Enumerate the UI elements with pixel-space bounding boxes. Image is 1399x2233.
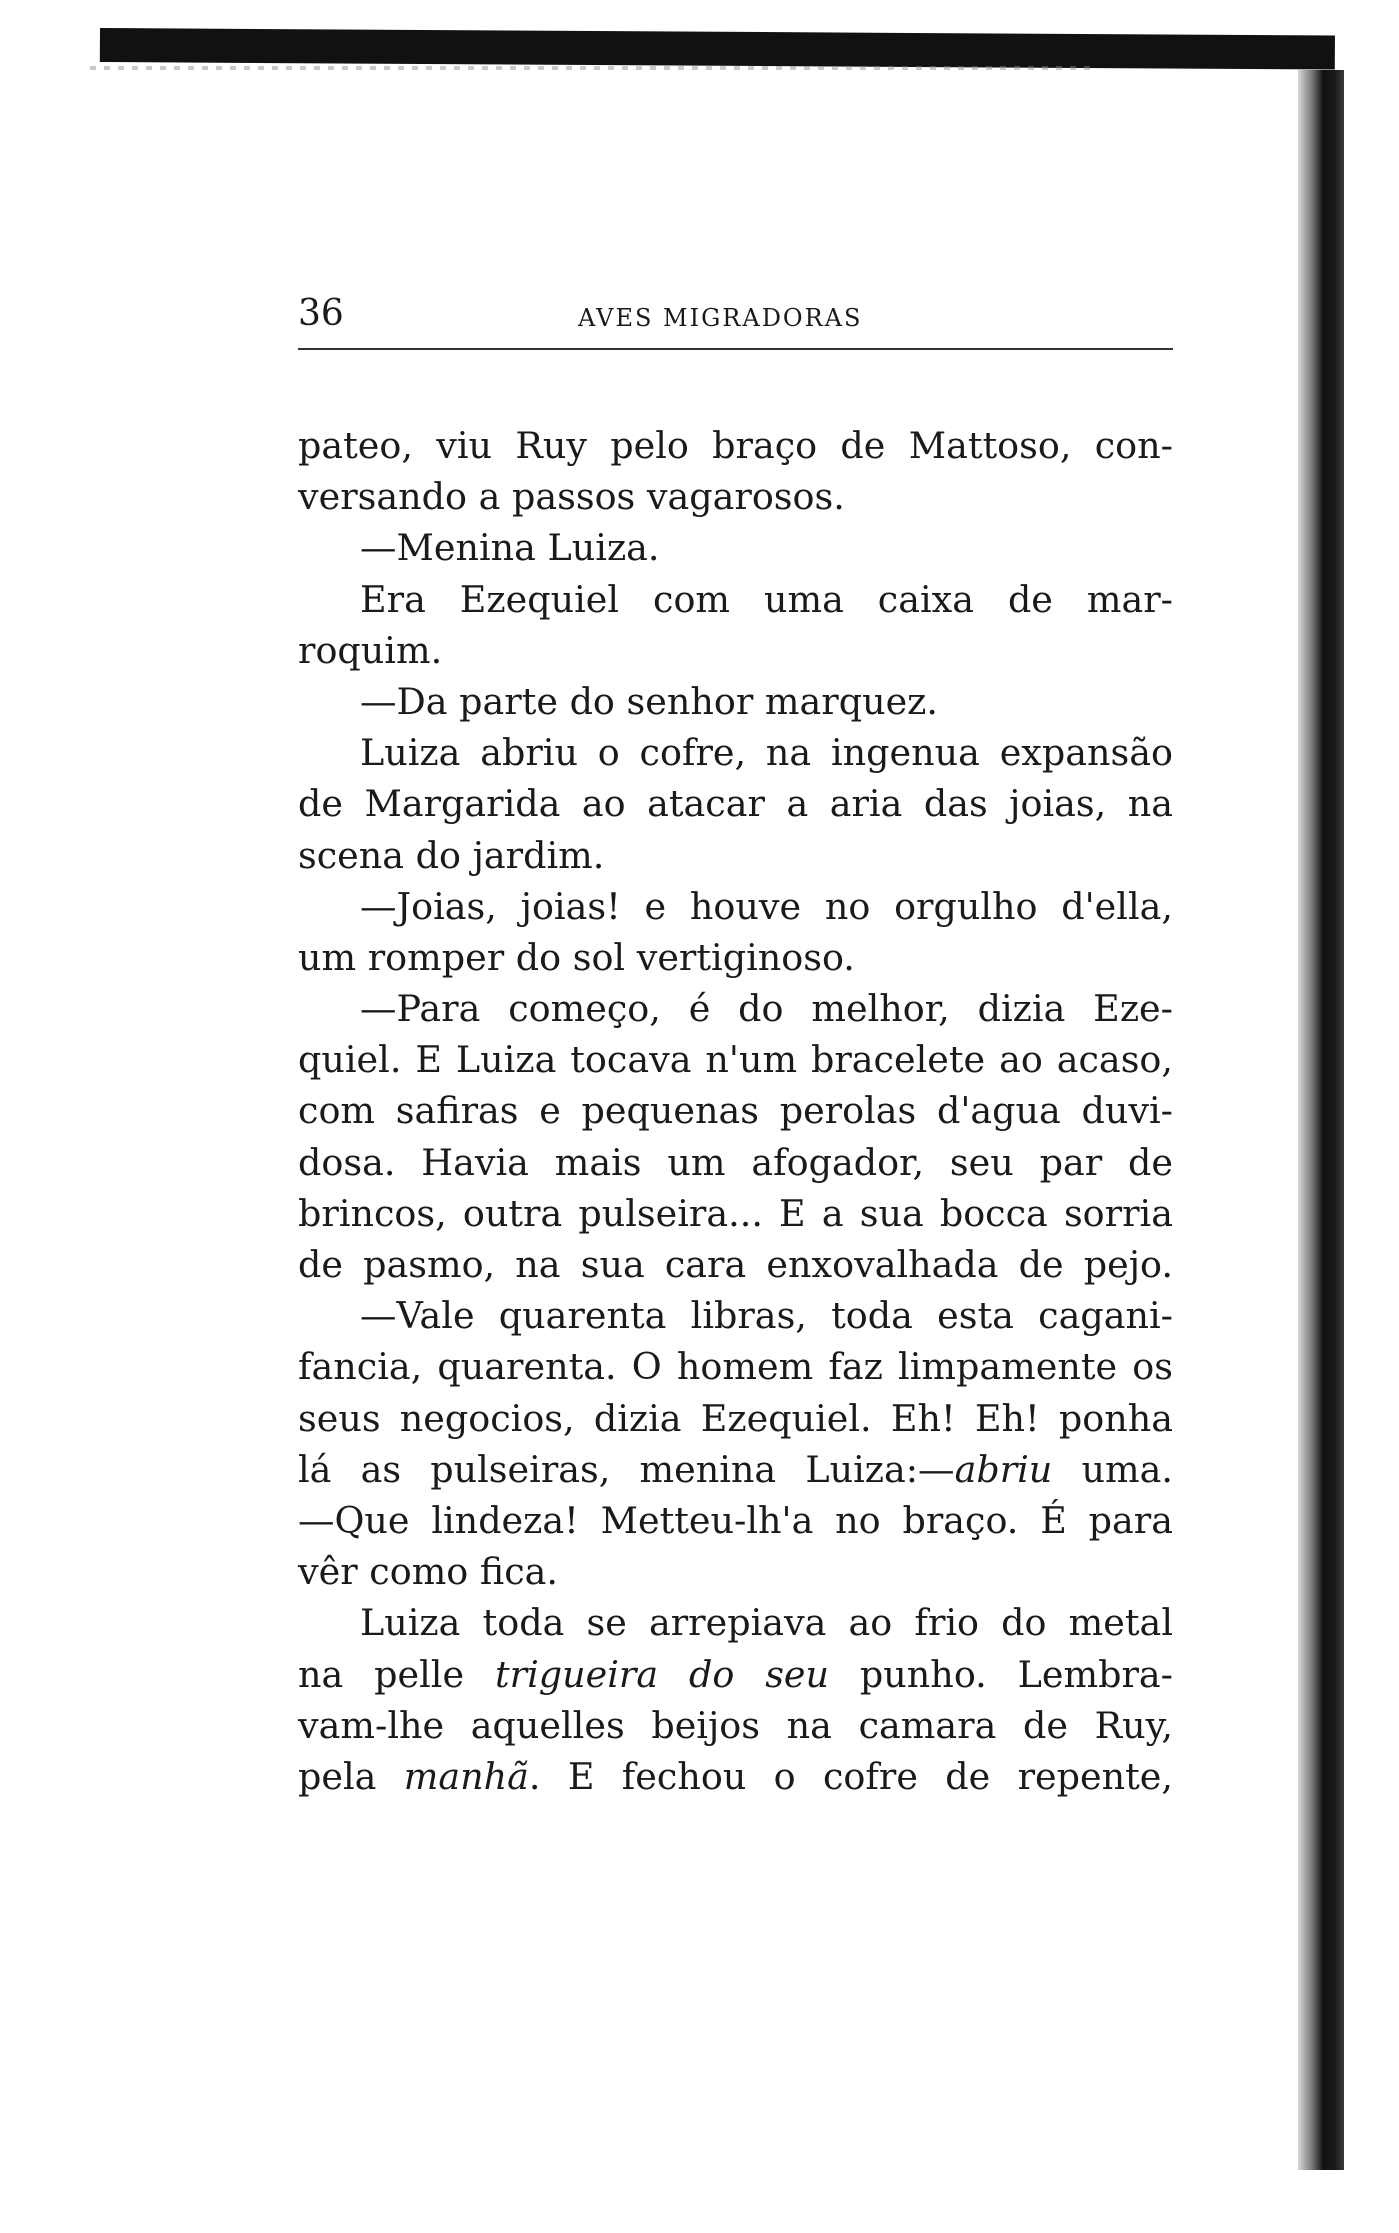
text-line: [298, 1751, 1173, 1802]
text-line: Luiza toda se arrepiava ao frio do metal: [360, 1601, 1173, 1645]
text-line: —Menina Luiza.: [360, 526, 660, 570]
body-text: [298, 420, 1173, 1802]
text-line: —Vale quarenta libras, toda esta cagani-: [360, 1294, 1173, 1338]
page-number: 36: [298, 293, 344, 334]
text-line: de pasmo, na sua cara enxovalhada de pejo.: [298, 1243, 1173, 1286]
text-line: com safiras e pequenas perolas d'agua duvi-: [298, 1089, 1173, 1133]
scan-border-right: [1298, 70, 1344, 2170]
scan-noise: [90, 66, 1090, 70]
header-rule: [298, 348, 1173, 350]
text-line: —Que lindeza! Metteu-lh'a no braço. É para: [298, 1498, 1173, 1542]
text-line: [298, 1444, 1173, 1495]
running-title: AVES MIGRADORAS: [578, 304, 863, 332]
page-header: [298, 292, 1173, 342]
italic-run: trigueira do seu: [494, 1652, 830, 1696]
text-line: pateo, viu Ruy pelo braço de Mattoso, con-: [298, 424, 1173, 467]
text-line: Luiza abriu o cofre, na ingenua expansão: [360, 731, 1173, 775]
text-run: . E fechou o cofre de repente,: [528, 1754, 1173, 1798]
text-line: [298, 1649, 1173, 1700]
text-line: —Para começo, é do melhor, dizia Eze-: [360, 987, 1173, 1031]
text-run: lá as pulseiras, menina Luiza:—: [298, 1447, 955, 1491]
text-line: um romper do sol vertiginoso.: [298, 935, 855, 979]
text-line: —Joias, joias! e houve no orgulho d'ella,: [360, 884, 1173, 928]
text-line: quiel. E Luiza tocava n'um bracelete ao acaso,: [298, 1038, 1173, 1082]
italic-run: abriu: [954, 1447, 1053, 1491]
italic-run: manhã: [403, 1754, 529, 1798]
text-line: versando a passos vagarosos.: [298, 475, 845, 519]
text-line: dosa. Havia mais um afogador, seu par de: [298, 1140, 1173, 1184]
text-run: uma.: [1052, 1447, 1173, 1491]
text-run: punho. Lembra-: [829, 1652, 1173, 1696]
text-line: fancia, quarenta. O homem faz limpamente os: [298, 1345, 1173, 1389]
text-line: vêr como fica.: [298, 1550, 559, 1594]
text-line: roquim.: [298, 628, 443, 672]
text-line: brincos, outra pulseira... E a sua bocca sorria: [298, 1191, 1173, 1235]
text-line: vam-lhe aquelles beijos na camara de Ruy,: [298, 1703, 1173, 1747]
text-line: —Da parte do senhor marquez.: [360, 679, 939, 723]
text-line: seus negocios, dizia Ezequiel. Eh! Eh! ponha: [298, 1396, 1173, 1440]
text-line: scena do jardim.: [298, 833, 605, 877]
text-line: de Margarida ao atacar a aria das joias, na: [298, 782, 1173, 826]
text-run: pela: [298, 1754, 404, 1798]
scan-border-top: [100, 28, 1335, 70]
text-run: na pelle: [298, 1652, 495, 1696]
text-line: Era Ezequiel com uma caixa de mar-: [360, 577, 1173, 621]
